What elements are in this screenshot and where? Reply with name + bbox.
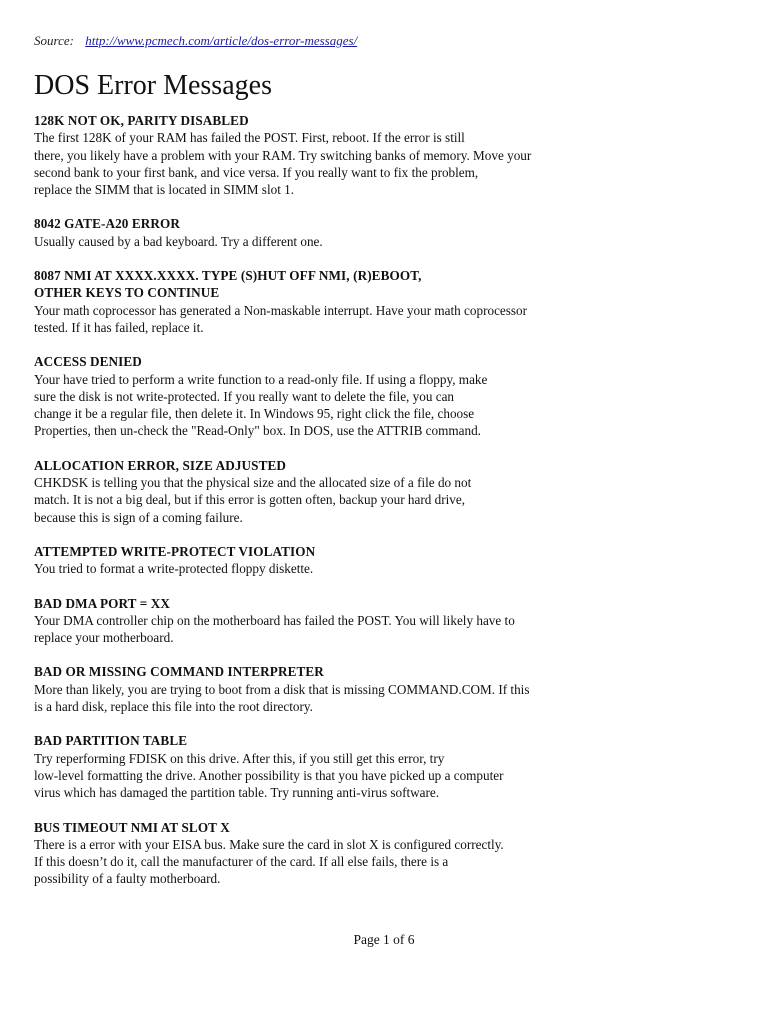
error-description-line: virus which has damaged the partition table. Try running anti-virus software. xyxy=(34,785,440,801)
page-title: DOS Error Messages xyxy=(34,70,272,101)
error-description-line: Usually caused by a bad keyboard. Try a different one. xyxy=(34,233,323,249)
error-description-line: Your DMA controller chip on the motherboard has failed the POST. You will likely have to xyxy=(34,612,515,628)
source-line xyxy=(34,32,734,50)
error-description-line: If this doesn’t do it, call the manufacturer of the card. If all else fails, there is a xyxy=(34,854,449,870)
document-page xyxy=(34,32,734,905)
source-link[interactable]: http://www.pcmech.com/article/dos-error-messages/ xyxy=(85,33,358,48)
error-description-line: match. It is not a big deal, but if this error is gotten often, backup your hard drive, xyxy=(34,492,466,508)
error-description-line: replace your motherboard. xyxy=(34,630,174,646)
error-description-line: Your have tried to perform a write function to a read-only file. If using a floppy, make xyxy=(34,371,488,387)
error-heading: BAD OR MISSING COMMAND INTERPRETER xyxy=(34,664,324,680)
error-description-line: there, you likely have a problem with your RAM. Try switching banks of memory. Move your xyxy=(34,147,532,163)
error-description-line: More than likely, you are trying to boot from a disk that is missing COMMAND.COM. If this xyxy=(34,681,530,697)
error-heading: ALLOCATION ERROR, SIZE ADJUSTED xyxy=(34,457,287,473)
error-description-line: You tried to format a write-protected floppy diskette. xyxy=(34,561,314,577)
error-section xyxy=(34,215,734,250)
error-heading: ATTEMPTED WRITE-PROTECT VIOLATION xyxy=(34,543,316,559)
error-heading: 8087 NMI AT XXXX.XXXX. TYPE (S)HUT OFF NMI, (R)EBOOT, OTHER KEYS TO CONTINUE xyxy=(34,268,422,301)
error-description-line: possibility of a faulty motherboard. xyxy=(34,871,221,887)
error-description-line: There is a error with your EISA bus. Make sure the card in slot X is configured correctly. xyxy=(34,836,504,852)
error-section xyxy=(34,543,734,578)
error-description-line: low-level formatting the drive. Another possibility is that you have picked up a computer xyxy=(34,767,504,783)
error-description-line: tested. If it has failed, replace it. xyxy=(34,319,204,335)
error-section xyxy=(34,595,734,647)
error-section xyxy=(34,819,734,888)
error-description-line: Properties, then un-check the "Read-Only" box. In DOS, use the ATTRIB command. xyxy=(34,423,481,439)
error-section xyxy=(34,353,734,439)
error-heading: BAD PARTITION TABLE xyxy=(34,733,188,749)
error-section xyxy=(34,267,734,336)
error-heading: 8042 GATE-A20 ERROR xyxy=(34,216,180,232)
error-heading: ACCESS DENIED xyxy=(34,354,142,370)
error-section xyxy=(34,112,734,198)
error-description-line: Try reperforming FDISK on this drive. After this, if you still get this error, try xyxy=(34,750,445,766)
error-description-line: CHKDSK is telling you that the physical size and the allocated size of a file do not xyxy=(34,475,472,491)
error-description-line: change it be a regular file, then delete it. In Windows 95, right click the file, choose xyxy=(34,406,475,422)
error-heading: 128K NOT OK, PARITY DISABLED xyxy=(34,113,249,128)
error-description-line: second bank to your first bank, and vice versa. If you really want to fix the problem, xyxy=(34,164,479,180)
error-description-line: is a hard disk, replace this file into the root directory. xyxy=(34,699,313,715)
error-sections xyxy=(34,112,734,888)
error-section xyxy=(34,663,734,715)
error-section xyxy=(34,732,734,801)
error-heading: BUS TIMEOUT NMI AT SLOT X xyxy=(34,819,230,835)
error-description-line: Your math coprocessor has generated a Non-maskable interrupt. Have your math coprocessor xyxy=(34,302,528,318)
error-description-line: The first 128K of your RAM has failed the POST. First, reboot. If the error is still xyxy=(34,130,465,146)
page-number: Page 1 of 6 xyxy=(353,932,415,947)
error-description-line: replace the SIMM that is located in SIMM slot 1. xyxy=(34,182,295,198)
error-description-line: sure the disk is not write-protected. If you really want to delete the file, you can xyxy=(34,388,455,404)
error-heading: BAD DMA PORT = XX xyxy=(34,595,170,611)
source-label: Source: xyxy=(34,33,74,48)
error-section xyxy=(34,457,734,526)
error-description-line: because this is sign of a coming failure. xyxy=(34,509,243,525)
